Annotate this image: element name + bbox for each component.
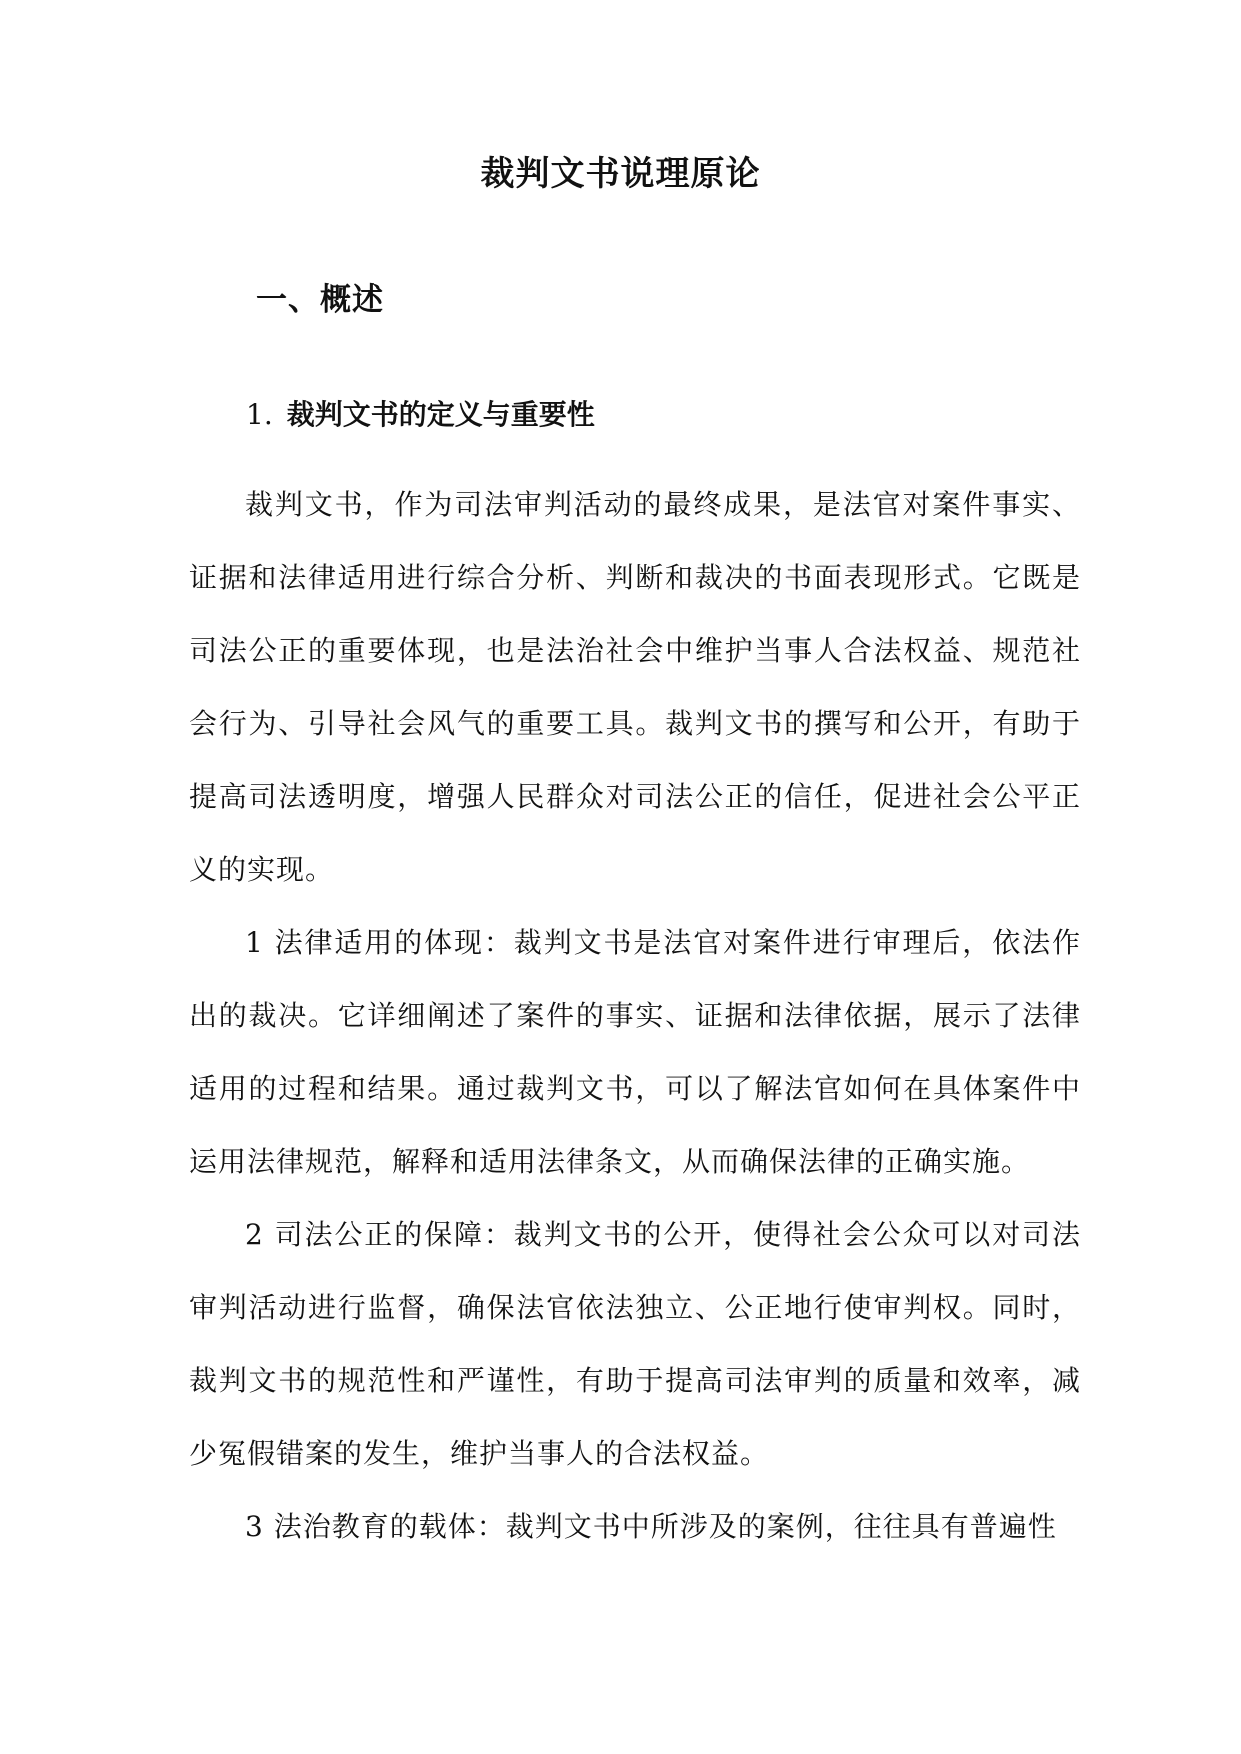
document-title: 裁判文书说理原论 [480, 154, 761, 194]
paragraph-judicial-fairness: 2 司法公正的保障：裁判文书的公开，使得社会公众可以对司法审判活动进行监督，确保法官依法独立、公正地行使审判权。同时，裁判文书的规范性和严谨性，有助于提高司法审判的质量和效率，减少冤假错案的发生，维护当事人的合法权益。 [189, 1218, 1081, 1470]
subsection-heading [246, 393, 595, 437]
paragraph-definition: 裁判文书，作为司法审判活动的最终成果，是法官对案件事实、证据和法律适用进行综合分析、判断和裁决的书面表现形式。它既是司法公正的重要体现，也是法治社会中维护当事人合法权益、规范社会行为、引导社会风气的重要工具。裁判文书的撰写和公开，有助于提高司法透明度，增强人民群众对司法公正的信任，促进社会公平正义的实现。 [189, 488, 1081, 886]
paragraph-law-application: 1 法律适用的体现：裁判文书是法官对案件进行审理后，依法作出的裁决。它详细阐述了案件的事实、证据和法律依据，展示了法律适用的过程和结果。通过裁判文书，可以了解法官如何在具体案件中运用法律规范，解释和适用法律条文，从而确保法律的正确实施。 [189, 926, 1081, 1178]
subsection-title: 裁判文书的定义与重要性 [286, 398, 595, 431]
subsection-number: 1. [246, 398, 273, 431]
body-text [189, 468, 1081, 1563]
section-heading: 一、概述 [256, 282, 384, 318]
paragraph-legal-education: 3 法治教育的载体：裁判文书中所涉及的案例，往往具有普遍性 [245, 1510, 1057, 1543]
